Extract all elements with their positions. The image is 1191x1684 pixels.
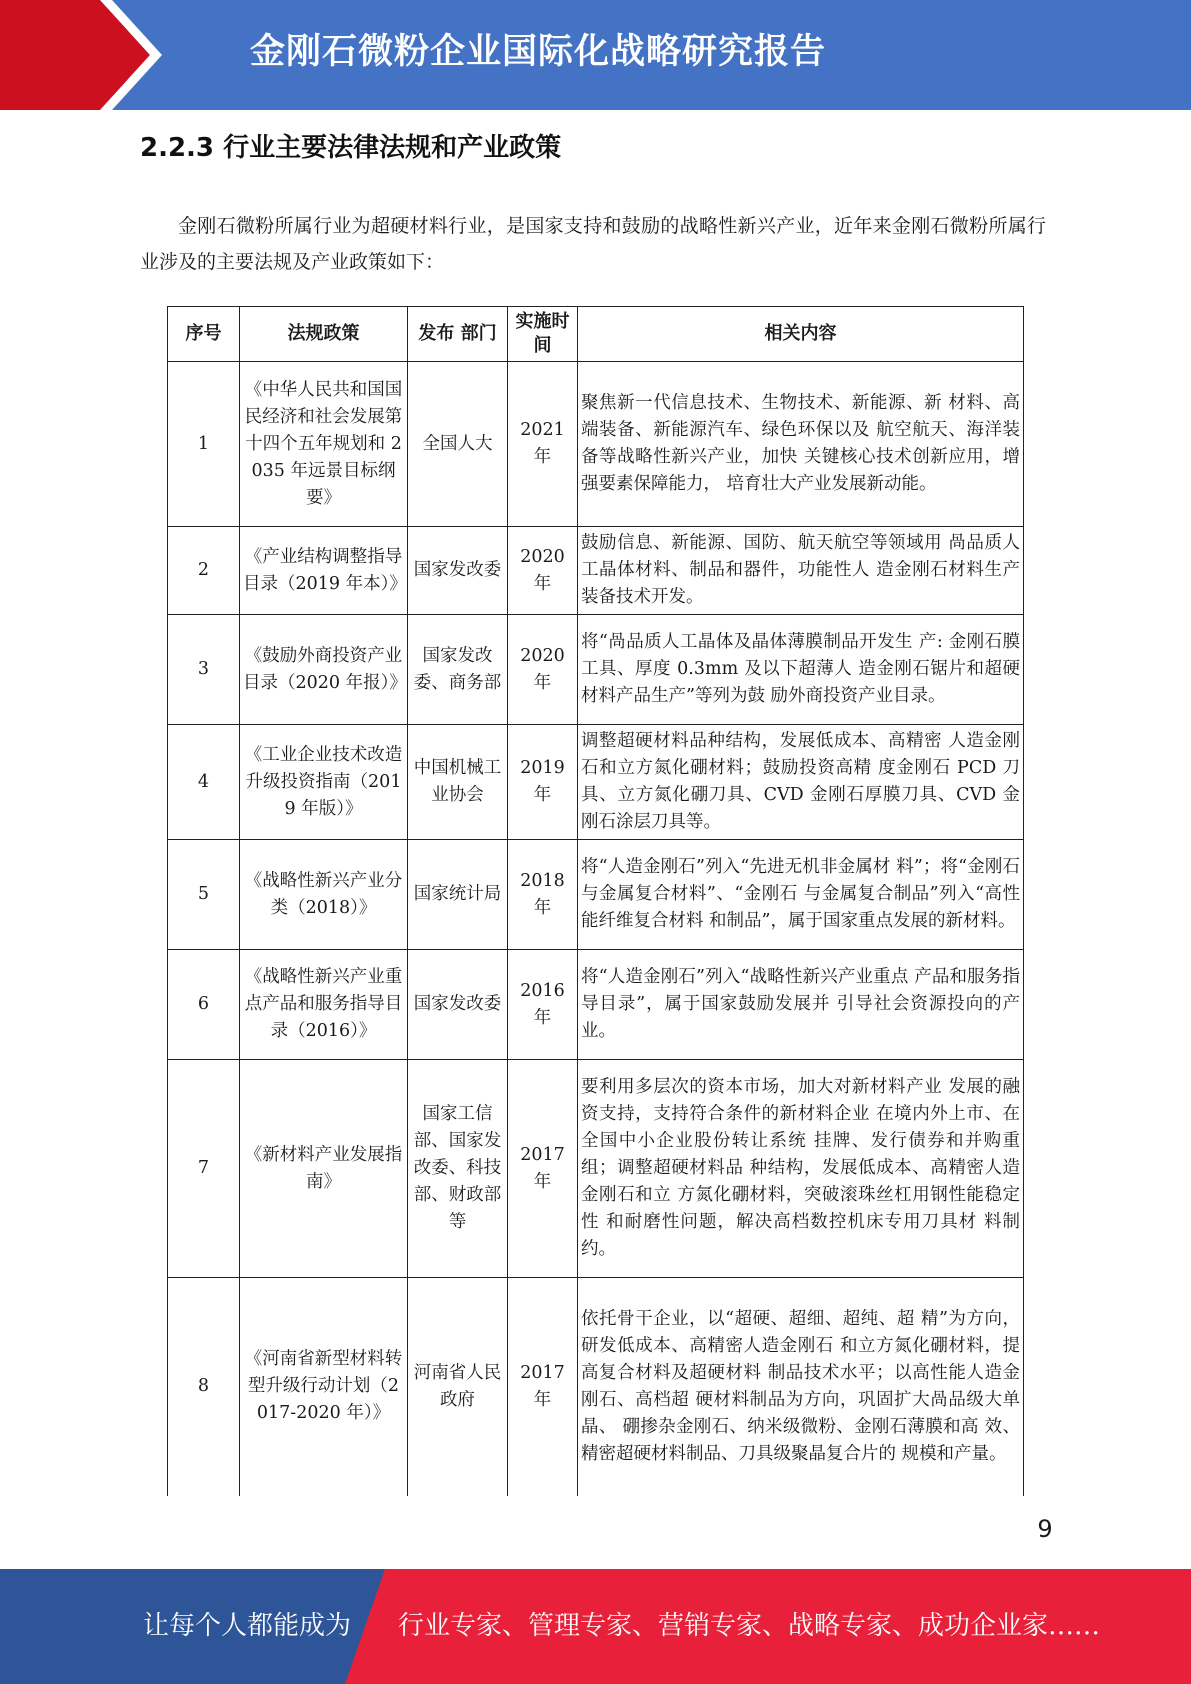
row-content: 将“人造金刚石”列入“战略性新兴产业重点 产品和服务指导目录”，属于国家鼓励发展并 引导社会资源投向的产业。 bbox=[578, 950, 1024, 1060]
header-date: 实施时间 bbox=[508, 307, 578, 362]
row-policy: 《鼓励外商投资产业目录（2020 年报）》 bbox=[240, 615, 408, 725]
row-dept: 河南省人民政府 bbox=[408, 1278, 508, 1496]
row-content: 要利用多层次的资本市场，加大对新材料产业 发展的融资支持，支持符合条件的新材料企业 在境内外上市、在全国中小企业股份转让系统 挂牌、发行债券和并购重组；调整超硬材料品 种结构，发展低成本、高精密人造金刚石和立 方氮化硼材料，突破滚珠丝杠用钢性能稳定性 和耐磨性问题，解决高档数控机床专用刀具材 料制约。 bbox=[578, 1060, 1024, 1278]
row-no: 3 bbox=[168, 615, 240, 725]
row-policy: 《中华人民共和国国民经济和社会发展第十四个五年规划和 2035 年远景目标纲要》 bbox=[240, 362, 408, 527]
table-row bbox=[168, 840, 1024, 950]
intro-paragraph: 金刚石微粉所属行业为超硬材料行业，是国家支持和鼓励的战略性新兴产业，近年来金刚石微粉所属行业涉及的主要法规及产业政策如下： bbox=[140, 215, 1046, 273]
table-row bbox=[168, 362, 1024, 527]
row-date: 2020 年 bbox=[508, 615, 578, 725]
table-row bbox=[168, 615, 1024, 725]
row-date: 2021 年 bbox=[508, 362, 578, 527]
row-date: 2019 年 bbox=[508, 725, 578, 840]
table-header-row bbox=[168, 307, 1024, 362]
header-policy: 法规政策 bbox=[240, 307, 408, 362]
row-content: 聚焦新一代信息技术、生物技术、新能源、新 材料、高端装备、新能源汽车、绿色环保以及 航空航天、海洋装备等战略性新兴产业，加快 关键核心技术创新应用，增强要素保障能力， 培育壮大产业发展新动能。 bbox=[578, 362, 1024, 527]
row-dept: 国家统计局 bbox=[408, 840, 508, 950]
row-no: 1 bbox=[168, 362, 240, 527]
row-no: 6 bbox=[168, 950, 240, 1060]
footer-slogan-left: 让每个人都能成为 bbox=[143, 1611, 352, 1641]
row-policy: 《战略性新兴产业重点产品和服务指导目录（2016）》 bbox=[240, 950, 408, 1060]
policy-table bbox=[167, 306, 1024, 1496]
row-policy: 《产业结构调整指导目录（2019 年本）》 bbox=[240, 527, 408, 615]
report-title: 金刚石微粉企业国际化战略研究报告 bbox=[250, 32, 827, 72]
row-date: 2017 年 bbox=[508, 1060, 578, 1278]
row-date: 2016 年 bbox=[508, 950, 578, 1060]
row-no: 7 bbox=[168, 1060, 240, 1278]
row-no: 2 bbox=[168, 527, 240, 615]
row-date: 2017 年 bbox=[508, 1278, 578, 1496]
row-content: 调整超硬材料品种结构，发展低成本、高精密 人造金刚石和立方氮化硼材料；鼓励投资高精 度金刚石 PCD 刀具、立方氮化硼刀具、CVD 金刚石厚膜刀具、CVD 金刚石涂层刀具等。 bbox=[578, 725, 1024, 840]
row-policy: 《新材料产业发展指南》 bbox=[240, 1060, 408, 1278]
row-dept: 全国人大 bbox=[408, 362, 508, 527]
row-content: 鼓励信息、新能源、国防、航天航空等领域用 咼品质人工晶体材料、制品和器件，功能性人 造金刚石材料生产装备技术开发。 bbox=[578, 527, 1024, 615]
page-number: 9 bbox=[1037, 1515, 1053, 1543]
row-no: 4 bbox=[168, 725, 240, 840]
header-no: 序号 bbox=[168, 307, 240, 362]
header-dept: 发布 部门 bbox=[408, 307, 508, 362]
row-date: 2020 年 bbox=[508, 527, 578, 615]
row-policy: 《工业企业技术改造升级投资指南（2019 年版）》 bbox=[240, 725, 408, 840]
section-heading: 2.2.3 行业主要法律法规和产业政策 bbox=[140, 133, 562, 163]
row-dept: 国家发改委 bbox=[408, 527, 508, 615]
row-content: 依托骨干企业，以“超硬、超细、超纯、超 精”为方向，研发低成本、高精密人造金刚石 和立方氮化硼材料，提高复合材料及超硬材料 制品技术水平；以高性能人造金刚石、高档超 硬材料制品为方向，巩固扩大咼品级大单晶、 硼掺杂金刚石、纳米级微粉、金刚石薄膜和高 效、精密超硬材料制品、刀具级聚晶复合片的 规模和产量。 bbox=[578, 1278, 1024, 1496]
row-dept: 国家发改委、商务部 bbox=[408, 615, 508, 725]
row-dept: 中国机械工业协会 bbox=[408, 725, 508, 840]
row-policy: 《战略性新兴产业分类（2018）》 bbox=[240, 840, 408, 950]
row-dept: 国家发改委 bbox=[408, 950, 508, 1060]
table-row bbox=[168, 725, 1024, 840]
page-footer bbox=[0, 1569, 1191, 1684]
header-content: 相关内容 bbox=[578, 307, 1024, 362]
row-dept: 国家工信部、国家发改委、科技部、财政部等 bbox=[408, 1060, 508, 1278]
row-content: 将“人造金刚石”列入“先进无机非金属材 料”；将“金刚石与金属复合材料”、“金刚石 与金属复合制品”列入“高性能纤维复合材料 和制品”，属于国家重点发展的新材料。 bbox=[578, 840, 1024, 950]
table-row bbox=[168, 527, 1024, 615]
table-row bbox=[168, 1278, 1024, 1496]
row-content: 将“咼品质人工晶体及晶体薄膜制品开发生 产: 金刚石膜工具、厚度 0.3mm 及以下超薄人 造金刚石锯片和超硬材料产品生产”等列为鼓 励外商投资产业目录。 bbox=[578, 615, 1024, 725]
table-row bbox=[168, 950, 1024, 1060]
row-policy: 《河南省新型材料转型升级行动计划（2017-2020 年）》 bbox=[240, 1278, 408, 1496]
row-no: 8 bbox=[168, 1278, 240, 1496]
page-header bbox=[0, 0, 1191, 110]
footer-slogan-right: 行业专家、管理专家、营销专家、战略专家、成功企业家…… bbox=[398, 1611, 1101, 1641]
table-row bbox=[168, 1060, 1024, 1278]
row-no: 5 bbox=[168, 840, 240, 950]
row-date: 2018 年 bbox=[508, 840, 578, 950]
